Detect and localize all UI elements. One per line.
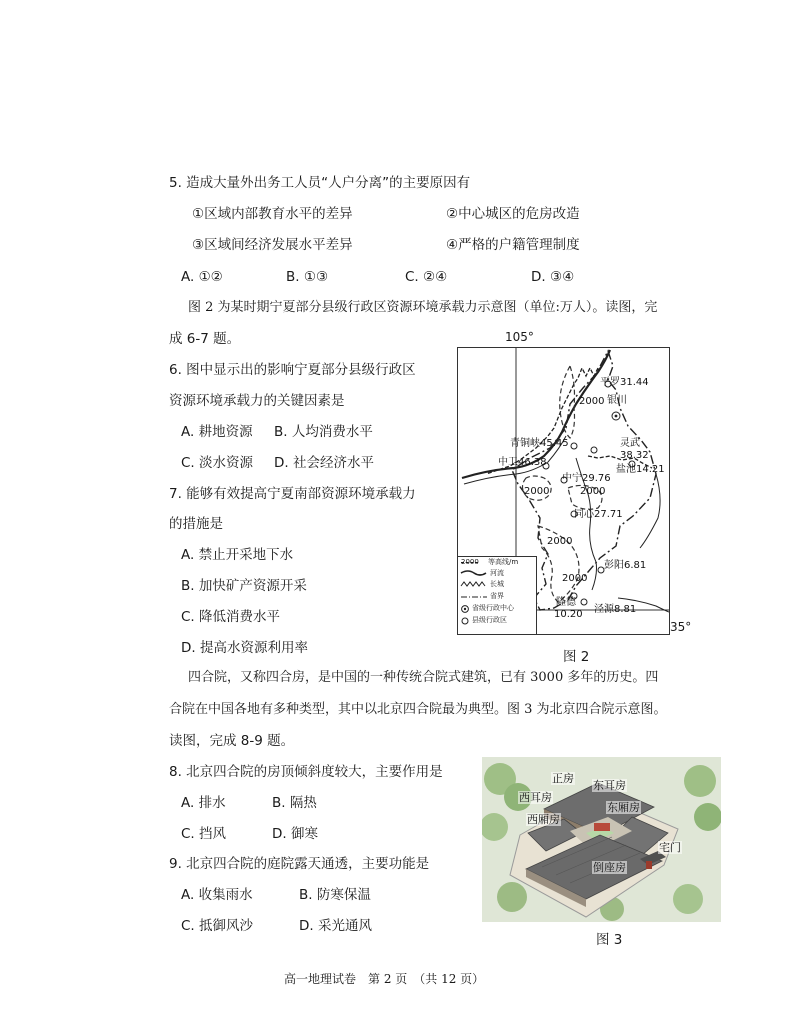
q5-item-4: ④严格的户籍管理制度 [446, 237, 580, 253]
q9-option-b: B. 防寒保温 [299, 887, 371, 903]
label-west-ear-room: 西耳房 [519, 791, 552, 804]
legend-county: 县级行政区 [472, 616, 507, 624]
q7-stem-line2: 的措施是 [169, 516, 223, 532]
q7-option-a: A. 禁止开采地下水 [181, 547, 294, 563]
q6-stem-line2: 资源环境承载力的关键因素是 [169, 393, 345, 409]
q5-option-b: B. ①③ [286, 269, 329, 285]
contour-label-4: 2000 [547, 536, 573, 547]
label-zhongwei: 中卫46.38 [498, 457, 547, 468]
label-pingluo: 平罗31.44 [600, 377, 649, 388]
map-legend [458, 556, 537, 634]
q9-option-a: A. 收集雨水 [181, 887, 253, 903]
intro89-line3: 读图，完成 8-9 题。 [169, 733, 295, 749]
label-tongxin: 同心27.71 [574, 509, 623, 520]
county-legend-icon [462, 618, 468, 624]
q9-option-c: C. 抵御风沙 [181, 918, 254, 934]
map-longitude-label: 105° [505, 330, 534, 344]
q6-option-d: D. 社会经济水平 [274, 455, 374, 471]
label-east-wing-room: 东厢房 [607, 801, 640, 814]
wall-legend-icon [461, 582, 485, 586]
q9-stem: 9. 北京四合院的庭院露天通透，主要功能是 [169, 856, 430, 872]
q8-option-b: B. 隔热 [272, 795, 317, 811]
q8-option-d: D. 御寒 [272, 826, 318, 842]
contour-label-2: 2000 [524, 486, 550, 497]
label-longde-value: 10.20 [554, 609, 583, 620]
east-river [640, 474, 660, 548]
label-east-ear-room: 东耳房 [593, 779, 626, 792]
contour-label-1: 2000 [579, 396, 605, 407]
label-pengyang: 彭阳6.81 [604, 560, 647, 571]
q7-option-b: B. 加快矿产资源开采 [181, 578, 307, 594]
label-house-gate: 宅门 [659, 841, 681, 854]
label-south-room: 倒座房 [593, 861, 626, 874]
legend-river: 河流 [490, 569, 504, 577]
figure2-caption: 图 2 [563, 649, 590, 665]
q5-stem: 5. 造成大量外出务工人员“人户分离”的主要原因有 [169, 175, 471, 191]
page-footer: 高一地理试卷 第 2 页 （共 12 页） [284, 972, 485, 986]
q7-stem-line1: 7. 能够有效提高宁夏南部资源环境承载力 [169, 486, 416, 502]
q5-item-2: ②中心城区的危房改造 [446, 206, 580, 222]
q5-option-d: D. ③④ [531, 269, 575, 285]
lingwu-marker [591, 447, 597, 453]
label-lingwu-value: 38.32 [620, 450, 649, 461]
label-zhongning: 中宁29.76 [562, 473, 611, 484]
q6-option-c: C. 淡水资源 [181, 455, 254, 471]
q6-option-b: B. 人均消费水平 [274, 424, 373, 440]
map-latitude-label: 35° [670, 620, 692, 634]
label-longde: 隆德 [556, 597, 576, 608]
intro67-line1: 图 2 为某时期宁夏部分县级行政区资源环境承载力示意图（单位:万人）。读图，完 [188, 300, 658, 315]
label-main-hall: 正房 [552, 772, 574, 785]
intro89-line1: 四合院，又称四合房，是中国的一种传统合院式建筑，已有 3000 多年的历史。四 [188, 670, 659, 685]
label-west-wing-room: 西厢房 [527, 813, 560, 826]
river-legend-icon [461, 571, 486, 575]
legend-capital: 省级行政中心 [472, 604, 514, 612]
q5-item-1: ①区域内部教育水平的差异 [192, 206, 353, 222]
intro89-line2: 合院在中国各地有多种类型，其中以北京四合院最为典型。图 3 为北京四合院示意图。 [169, 702, 667, 717]
legend-wall: 长城 [490, 580, 504, 588]
intro67-line2: 成 6-7 题。 [169, 331, 241, 347]
q8-stem: 8. 北京四合院的房顶倾斜度较大，主要作用是 [169, 764, 443, 780]
legend-boundary: 省界 [490, 592, 504, 600]
label-yinchuan: 银川 [607, 395, 627, 406]
q5-option-c: C. ②④ [405, 269, 448, 285]
label-jingyuan: 泾源8.81 [594, 604, 637, 615]
q8-option-c: C. 挡风 [181, 826, 227, 842]
q9-option-d: D. 采光通风 [299, 918, 372, 934]
q6-stem-line1: 6. 图中显示出的影响宁夏部分县级行政区 [169, 362, 416, 378]
q5-option-a: A. ①② [181, 269, 223, 285]
q7-option-c: C. 降低消费水平 [181, 609, 281, 625]
siheyuan-illustration [482, 757, 721, 922]
label-yanchi: 盐池14.21 [616, 464, 665, 475]
contour-label-3: 2000 [580, 486, 606, 497]
legend-contour-value: 2000 [461, 558, 479, 566]
figure3-caption: 图 3 [596, 932, 623, 948]
q6-option-a: A. 耕地资源 [181, 424, 253, 440]
jingyuan-marker [581, 599, 587, 605]
q5-item-3: ③区域间经济发展水平差异 [192, 237, 353, 253]
legend-contour: 等高线/m [488, 558, 519, 566]
q7-option-d: D. 提高水资源利用率 [181, 640, 308, 656]
ningxia-map [457, 347, 670, 635]
label-lingwu: 灵武 [620, 438, 640, 449]
qingtongxia-marker [571, 443, 577, 449]
label-qingtongxia: 青铜峡45.45 [510, 438, 569, 449]
contour-label-5: 2000 [562, 573, 588, 584]
q8-option-a: A. 排水 [181, 795, 226, 811]
